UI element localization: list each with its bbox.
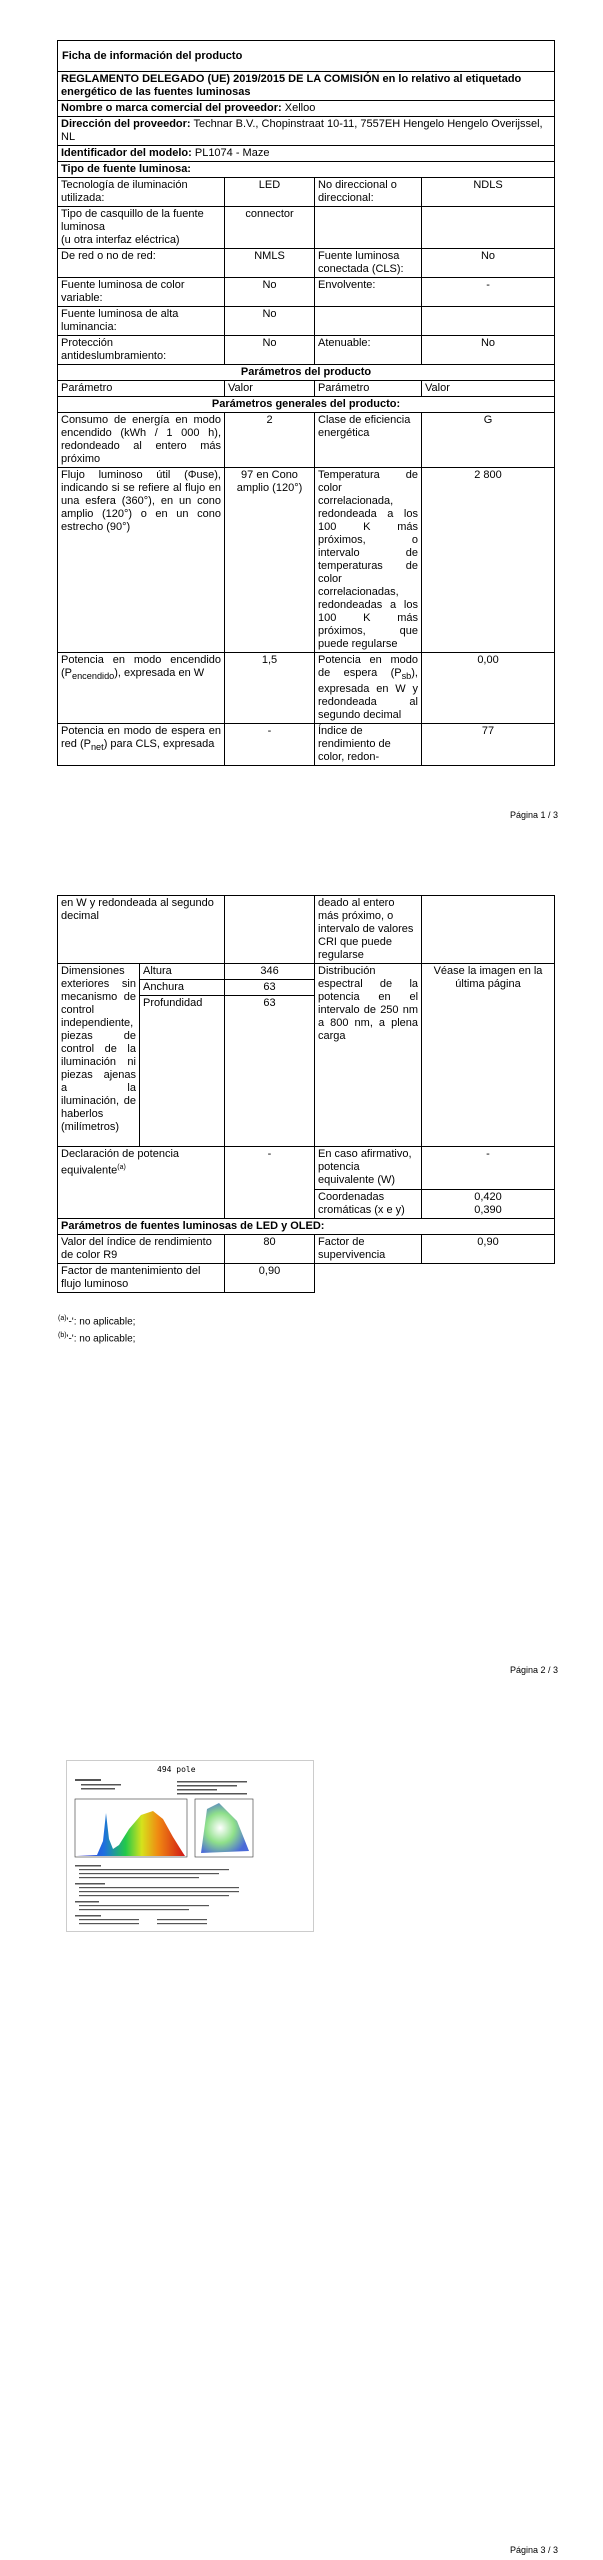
footnotes: [58, 1312, 135, 1347]
chromaticity-value: 0,420 0,390: [422, 1190, 555, 1219]
page-number-1: Página 1 / 3: [510, 810, 559, 820]
flux-label: Flujo luminoso útil (Φuse), indicando si se refiere al flujo en una esfera (360°), en un cono amplio (120°) o en un cono estrecho (90°): [58, 468, 225, 653]
depth-label: Profundidad: [140, 996, 225, 1147]
product-info-table-2: [57, 895, 555, 1293]
depth-value: 63: [225, 996, 315, 1147]
color-value: No: [225, 278, 315, 307]
general-params-header: Parámetros generales del producto:: [58, 397, 555, 413]
envelope-label: Envolvente:: [315, 278, 422, 307]
cct-value: 2 800: [422, 468, 555, 653]
page-3: [0, 1720, 603, 2560]
tech-label: Tecnología de iluminación utilizada:: [58, 178, 225, 207]
supplier-address-row: Dirección del proveedor: Technar B.V., Chopinstraat 10-11, 7557EH Hengelo Hengelo Overijssel, NL: [58, 117, 555, 146]
width-value: 63: [225, 980, 315, 996]
efficiency-value: G: [422, 413, 555, 468]
report-parameter-lines: [75, 1865, 239, 1924]
model-row: Identificador del modelo: PL1074 - Maze: [58, 146, 555, 162]
params-header: Parámetros del producto: [58, 365, 555, 381]
spd-value: Véase la imagen en la última página: [422, 964, 555, 1147]
regulation-text: REGLAMENTO DELEGADO (UE) 2019/2015 DE LA COMISIÓN en lo relativo al etiquetado energético de las fuentes luminosas: [58, 72, 555, 101]
product-info-table-1: [57, 40, 555, 766]
led-params-header: Parámetros de fuentes luminosas de LED y OLED:: [58, 1219, 555, 1235]
cri-value: 77: [422, 724, 555, 766]
tech-value: LED: [225, 178, 315, 207]
report-header-lines: [75, 1779, 247, 1795]
cri-label-cont: deado al entero más próximo, o intervalo de valores CRI que puede regularse: [315, 896, 422, 964]
document-title: Ficha de información del producto: [58, 41, 555, 72]
cls-value: No: [422, 249, 555, 278]
col-param-1: Parámetro: [58, 381, 225, 397]
cap-value: connector: [225, 207, 315, 249]
survival-label: Factor de supervivencia: [315, 1235, 422, 1264]
supplier-name-row: Nombre o marca comercial del proveedor: Xelloo: [58, 101, 555, 117]
dimmable-value: No: [422, 336, 555, 365]
standby-power-value: 0,00: [422, 653, 555, 724]
equivalent-power-value: -: [225, 1147, 315, 1219]
color-label: Fuente luminosa de color variable:: [58, 278, 225, 307]
high-luminance-value: No: [225, 307, 315, 336]
equivalent-watts-label: En caso afirmativo, potencia equivalente (W): [315, 1147, 422, 1190]
col-value-1: Valor: [225, 381, 315, 397]
page-number-2: Página 2 / 3: [510, 1665, 559, 1675]
networked-standby-cont: en W y redondeada al segundo decimal: [58, 896, 225, 964]
footnote-a: $^{(a)}$'-': no aplicable;: [58, 1315, 136, 1328]
equivalent-power-label: Declaración de potencia equivalente$^{(a)}$: [58, 1147, 225, 1219]
spectrum-report-graphic: [67, 1761, 313, 1931]
glare-value: No: [225, 336, 315, 365]
high-luminance-label: Fuente luminosa de alta luminancia:: [58, 307, 225, 336]
r9-label: Valor del índice de rendimiento de color R9: [58, 1235, 225, 1264]
dimmable-label: Atenuable:: [315, 336, 422, 365]
survival-value: 0,90: [422, 1235, 555, 1264]
page-number-3: Página 3 / 3: [510, 2545, 559, 2555]
spectrum-report-image: [66, 1760, 314, 1932]
on-power-label: Consumo de energía en modo encendido (kWh / 1 000 h), redondeado al entero más próximo: [58, 413, 225, 468]
flux-value: 97 en Cono amplio (120°): [225, 468, 315, 653]
width-label: Anchura: [140, 980, 225, 996]
nondir-label: No direccional o direccional:: [315, 178, 422, 207]
standby-power-label: Potencia en modo de espera $(P_{sb})$, expresada en W y redondeada al segundo decimal: [315, 653, 422, 724]
page-1: [0, 0, 603, 825]
height-label: Altura: [140, 964, 225, 980]
maintenance-label: Factor de mantenimiento del flujo luminoso: [58, 1264, 225, 1293]
maintenance-value: 0,90: [225, 1264, 315, 1293]
cap-label: Tipo de casquillo de la fuente luminosa (u otra interfaz eléctrica): [58, 207, 225, 249]
cls-label: Fuente luminosa conectada (CLS):: [315, 249, 422, 278]
cri-label: Índice de rendimiento de color, redon-: [315, 724, 422, 766]
spd-label: Distribución espectral de la potencia en el intervalo de 250 nm a 800 nm, a plena carga: [315, 964, 422, 1147]
dimensions-label: Dimensiones exteriores sin mecanismo de control independiente, piezas de control de la iluminación ni piezas ajenas a la iluminación, de haberlos (milímetros): [58, 964, 140, 1147]
page-2: [0, 870, 603, 1675]
on-mode-power-value: 1,5: [225, 653, 315, 724]
on-power-value: 2: [225, 413, 315, 468]
nondir-value: NDLS: [422, 178, 555, 207]
footnote-b: $^{(b)}$'-': no aplicable;: [58, 1332, 136, 1345]
r9-value: 80: [225, 1235, 315, 1264]
height-value: 346: [225, 964, 315, 980]
source-type-header: Tipo de fuente luminosa:: [58, 162, 555, 178]
equivalent-watts-value: -: [422, 1147, 555, 1190]
mains-value: NMLS: [225, 249, 315, 278]
networked-standby-label: Potencia en modo de espera en red $(P_{net})$ para CLS, expresada: [58, 724, 225, 766]
cct-label: Temperatura de color correlacionada, redondeada a los 100 K más próximos, o intervalo de temperaturas de color correlacionadas, redondeadas a los 100 K más próximos, que puede regularse: [315, 468, 422, 653]
chromaticity-label: Coordenadas cromáticas (x e y): [315, 1190, 422, 1219]
envelope-value: -: [422, 278, 555, 307]
efficiency-label: Clase de eficiencia energética: [315, 413, 422, 468]
networked-standby-value: -: [225, 724, 315, 766]
mains-label: De red o no de red:: [58, 249, 225, 278]
glare-label: Protección antideslumbramiento:: [58, 336, 225, 365]
col-param-2: Parámetro: [315, 381, 422, 397]
on-mode-power-label: Potencia en modo encendido $(P_{encendido})$, expresada en W: [58, 653, 225, 724]
report-title: 494 pole: [157, 1765, 196, 1774]
col-value-2: Valor: [422, 381, 555, 397]
